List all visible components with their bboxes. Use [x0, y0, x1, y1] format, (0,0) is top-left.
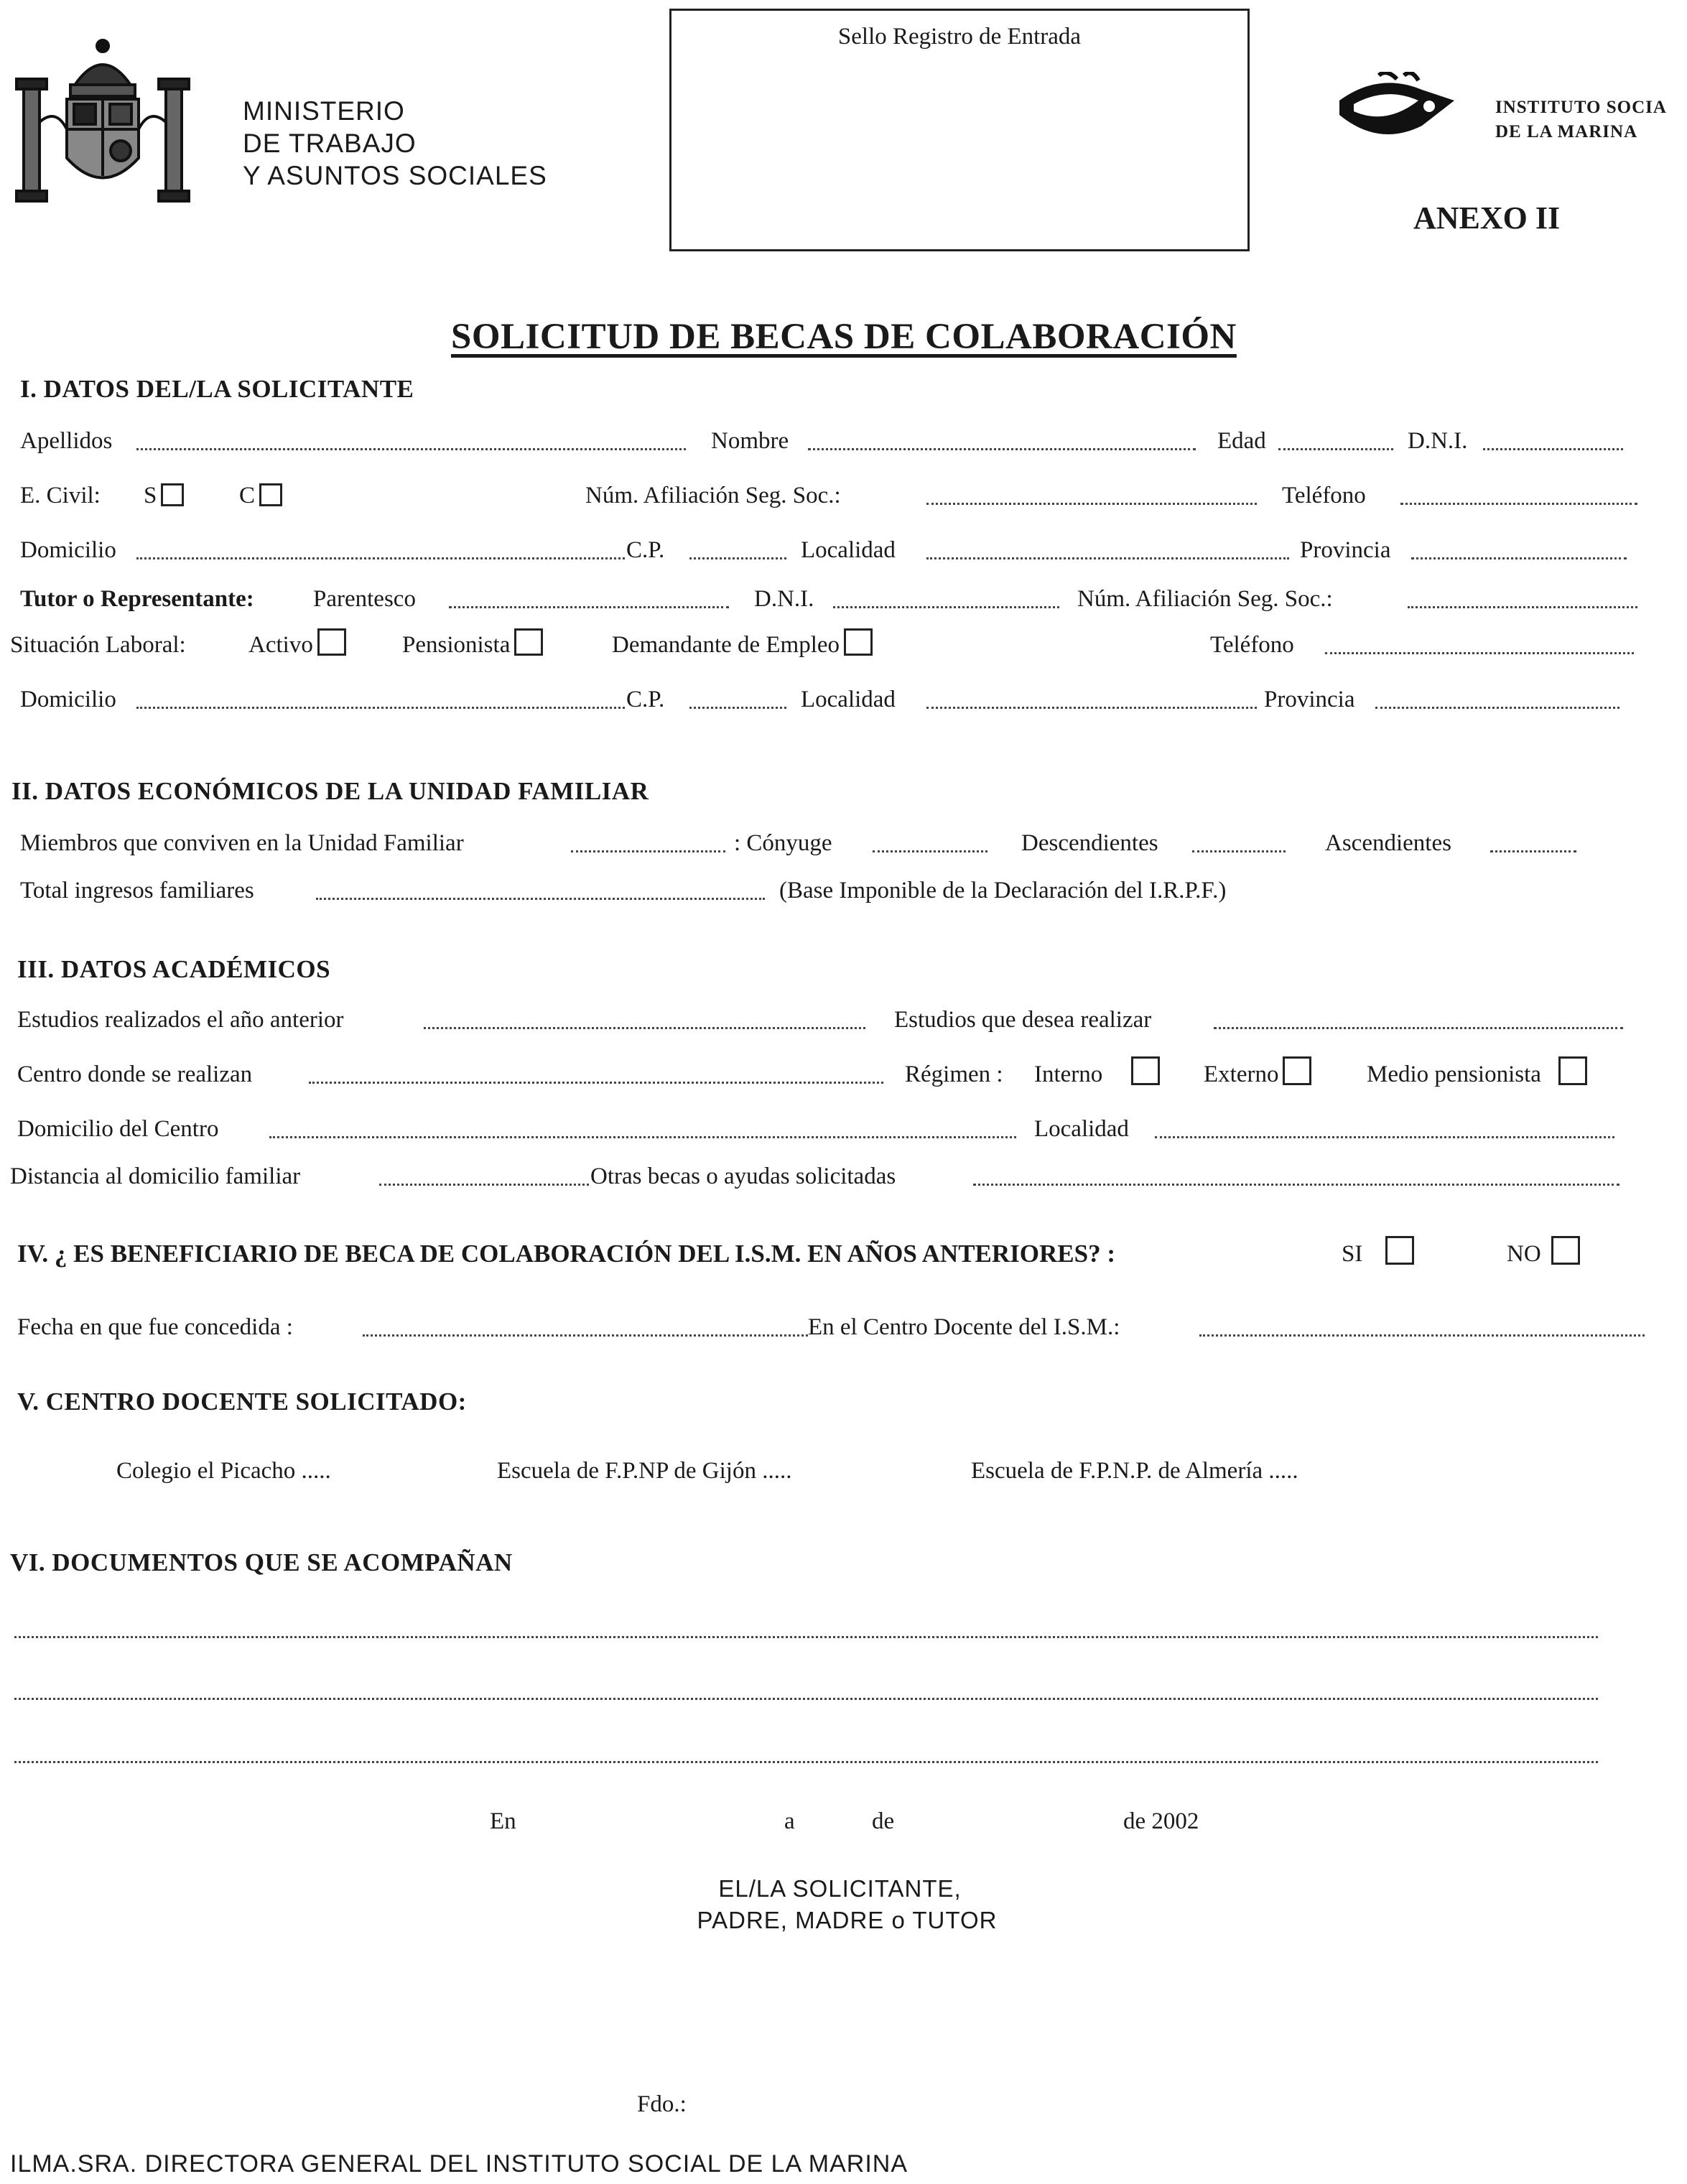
label-provincia2: Provincia — [1264, 687, 1355, 712]
label-interno: Interno — [1034, 1061, 1103, 1087]
label-provincia: Provincia — [1300, 537, 1391, 563]
row-domicilio-centro — [0, 1107, 1687, 1151]
documents-line-1[interactable] — [14, 1636, 1598, 1638]
coat-of-arms-emblem — [13, 36, 192, 208]
field-dni2[interactable] — [833, 606, 1059, 608]
label-fecha-concedida: Fecha en que fue concedida : — [17, 1314, 293, 1340]
documents-line-3[interactable] — [14, 1761, 1598, 1763]
option-escuela-gijon[interactable]: Escuela de F.P.NP de Gijón ..... — [497, 1458, 792, 1484]
field-telefono2[interactable] — [1325, 652, 1634, 654]
field-centro[interactable] — [309, 1082, 883, 1084]
section-1-heading: I. DATOS DEL/LA SOLICITANTE — [20, 375, 414, 403]
field-domicilio-centro[interactable] — [269, 1136, 1016, 1138]
label-demandante: Demandante de Empleo — [612, 632, 840, 658]
option-activo — [248, 623, 346, 666]
label-ascendientes: Ascendientes — [1325, 830, 1451, 856]
label-distancia: Distancia al domicilio familiar — [10, 1163, 301, 1189]
label-s: S — [144, 483, 157, 508]
section-5-heading: V. CENTRO DOCENTE SOLICITADO: — [17, 1388, 467, 1416]
field-provincia2[interactable] — [1375, 707, 1619, 709]
label-no: NO — [1507, 1241, 1541, 1267]
label-c: C — [239, 483, 256, 508]
field-ingresos[interactable] — [316, 898, 765, 900]
label-fdo: Fdo.: — [637, 2091, 687, 2117]
checkbox-no[interactable] — [1551, 1236, 1580, 1265]
field-estudios-realizados[interactable] — [424, 1027, 865, 1029]
field-fecha-concedida[interactable] — [363, 1334, 808, 1337]
label-regimen: Régimen : — [905, 1061, 1003, 1087]
row-ingresos — [0, 869, 1687, 912]
checkbox-pensionista[interactable] — [514, 628, 543, 656]
label-localidad-centro: Localidad — [1034, 1116, 1129, 1142]
row-ecivil — [0, 474, 1687, 517]
section-3-heading: III. DATOS ACADÉMICOS — [17, 955, 331, 983]
row-centro — [0, 1053, 1687, 1096]
label-afiliacion2: Núm. Afiliación Seg. Soc.: — [1077, 586, 1333, 612]
row-domicilio2 — [0, 678, 1687, 721]
field-conyuge[interactable] — [873, 850, 987, 852]
checkbox-activo[interactable] — [317, 628, 346, 656]
label-dni2: D.N.I. — [754, 586, 814, 612]
checkbox-s[interactable] — [161, 483, 184, 506]
section-2-heading: II. DATOS ECONÓMICOS DE LA UNIDAD FAMILIAR — [11, 777, 649, 805]
checkbox-interno[interactable] — [1131, 1056, 1160, 1085]
signer-label — [0, 1873, 1687, 1936]
field-estudios-desea[interactable] — [1214, 1027, 1623, 1029]
label-estudios-realizados: Estudios realizados el año anterior — [17, 1007, 344, 1033]
addressee: ILMA.SRA. DIRECTORA GENERAL DEL INSTITUTO SOCIAL DE LA MARINA — [10, 2150, 908, 2178]
option-escuela-almeria[interactable]: Escuela de F.P.N.P. de Almería ..... — [971, 1458, 1298, 1484]
label-ecivil: E. Civil: — [20, 483, 101, 508]
checkbox-externo[interactable] — [1283, 1056, 1311, 1085]
option-c — [239, 474, 282, 517]
label-estudios-desea: Estudios que desea realizar — [894, 1007, 1152, 1033]
checkbox-si[interactable] — [1385, 1236, 1414, 1265]
label-centro-docente-ism: En el Centro Docente del I.S.M.: — [808, 1314, 1120, 1340]
label-domicilio: Domicilio — [20, 537, 116, 563]
row-domicilio — [0, 529, 1687, 572]
field-otras-becas[interactable] — [973, 1184, 1619, 1186]
label-cp: C.P. — [626, 537, 665, 563]
signer-line-1: EL/LA SOLICITANTE, — [718, 1875, 962, 1902]
label-otras-becas: Otras becas o ayudas solicitadas — [590, 1163, 896, 1189]
option-interno — [1034, 1053, 1160, 1096]
label-tutor: Tutor o Representante: — [20, 586, 254, 612]
label-edad: Edad — [1217, 428, 1266, 454]
label-medio-pensionista: Medio pensionista — [1367, 1061, 1541, 1087]
field-ascendientes[interactable] — [1490, 850, 1576, 852]
field-afiliacion[interactable] — [926, 503, 1257, 505]
ministry-line-1: MINISTERIO — [243, 96, 405, 126]
field-cp[interactable] — [689, 557, 786, 559]
institute-name — [1495, 96, 1667, 144]
row-beneficiario — [0, 1232, 1687, 1275]
checkbox-demandante[interactable] — [844, 628, 873, 656]
documents-line-2[interactable] — [14, 1698, 1598, 1700]
label-telefono2: Teléfono — [1210, 632, 1294, 658]
label-si: SI — [1342, 1241, 1363, 1267]
label-pensionista: Pensionista — [402, 632, 511, 658]
section-6-heading: VI. DOCUMENTOS QUE SE ACOMPAÑAN — [10, 1548, 513, 1576]
field-domicilio[interactable] — [136, 557, 625, 559]
stamp-label: Sello Registro de Entrada — [837, 24, 1082, 50]
field-cp2[interactable] — [689, 707, 786, 709]
label-centro: Centro donde se realizan — [17, 1061, 253, 1087]
row-place-date — [0, 1800, 1687, 1843]
label-de: de — [872, 1808, 895, 1834]
row-estudios — [0, 998, 1687, 1041]
label-localidad2: Localidad — [801, 687, 896, 712]
label-localidad: Localidad — [801, 537, 896, 563]
ministry-line-3: Y ASUNTOS SOCIALES — [243, 161, 547, 190]
field-distancia[interactable] — [379, 1184, 589, 1186]
option-s — [144, 474, 184, 517]
label-de-year: de 2002 — [1123, 1808, 1199, 1834]
row-apellidos — [0, 419, 1687, 463]
label-dni: D.N.I. — [1408, 428, 1468, 454]
field-domicilio2[interactable] — [136, 707, 625, 709]
option-externo — [1204, 1053, 1311, 1096]
label-situacion: Situación Laboral: — [10, 632, 186, 658]
institute-logo — [1336, 72, 1458, 147]
label-domicilio2: Domicilio — [20, 687, 116, 712]
registry-stamp-box — [669, 9, 1250, 251]
form-title: SOLICITUD DE BECAS DE COLABORACIÓN — [451, 317, 1237, 357]
label-ingresos: Total ingresos familiares — [20, 878, 254, 903]
field-localidad-centro[interactable] — [1155, 1136, 1614, 1138]
row-distancia — [0, 1155, 1687, 1198]
row-centros-docentes — [0, 1449, 1687, 1492]
option-colegio-picacho[interactable]: Colegio el Picacho ..... — [116, 1458, 331, 1484]
row-situacion — [0, 623, 1687, 666]
field-miembros[interactable] — [571, 850, 725, 852]
label-conyuge: : Cónyuge — [734, 830, 832, 856]
row-miembros — [0, 822, 1687, 865]
label-base-imponible: (Base Imponible de la Declaración del I.R.P.F.) — [779, 878, 1227, 903]
signer-line-2: PADRE, MADRE o TUTOR — [697, 1907, 998, 1933]
label-parentesco: Parentesco — [313, 586, 416, 612]
field-afiliacion2[interactable] — [1408, 606, 1637, 608]
field-edad[interactable] — [1278, 448, 1393, 450]
label-apellidos: Apellidos — [20, 428, 113, 454]
label-domicilio-centro: Domicilio del Centro — [17, 1116, 219, 1142]
label-miembros: Miembros que conviven en la Unidad Familiar — [20, 830, 464, 856]
institute-line-2: DE LA MARINA — [1495, 122, 1638, 141]
label-afiliacion: Núm. Afiliación Seg. Soc.: — [585, 483, 841, 508]
row-tutor — [0, 577, 1687, 621]
field-apellidos[interactable] — [136, 448, 686, 450]
field-descendientes[interactable] — [1192, 850, 1286, 852]
ministry-line-2: DE TRABAJO — [243, 129, 417, 158]
row-fecha — [0, 1306, 1687, 1349]
label-a: a — [784, 1808, 795, 1834]
coat-of-arms-icon — [13, 36, 192, 208]
field-centro-docente-ism[interactable] — [1199, 1334, 1645, 1337]
label-en: En — [490, 1808, 516, 1834]
checkbox-medio-pensionista[interactable] — [1558, 1056, 1587, 1085]
field-dni[interactable] — [1483, 448, 1623, 450]
option-pensionista — [402, 623, 543, 666]
label-activo: Activo — [248, 632, 313, 658]
field-nombre[interactable] — [808, 448, 1196, 450]
option-demandante — [612, 623, 873, 666]
institute-line-1: INSTITUTO SOCIA — [1495, 98, 1667, 117]
label-descendientes: Descendientes — [1021, 830, 1158, 856]
option-medio-pensionista — [1367, 1053, 1587, 1096]
field-localidad2[interactable] — [926, 707, 1257, 709]
option-si — [1342, 1232, 1414, 1275]
label-externo: Externo — [1204, 1061, 1279, 1087]
ministry-name — [243, 95, 547, 192]
label-telefono: Teléfono — [1282, 483, 1366, 508]
field-parentesco[interactable] — [449, 606, 729, 608]
label-nombre: Nombre — [711, 428, 789, 454]
fish-logo-icon — [1336, 72, 1458, 147]
checkbox-c[interactable] — [259, 483, 282, 506]
field-provincia[interactable] — [1411, 557, 1627, 559]
section-4-heading: IV. ¿ ES BENEFICIARIO DE BECA DE COLABORACIÓN DEL I.S.M. EN AÑOS ANTERIORES? : — [17, 1240, 1115, 1268]
option-no — [1507, 1232, 1580, 1275]
annex-label: ANEXO II — [1413, 200, 1561, 236]
field-localidad[interactable] — [926, 557, 1289, 559]
label-cp2: C.P. — [626, 687, 665, 712]
field-telefono[interactable] — [1400, 503, 1637, 505]
